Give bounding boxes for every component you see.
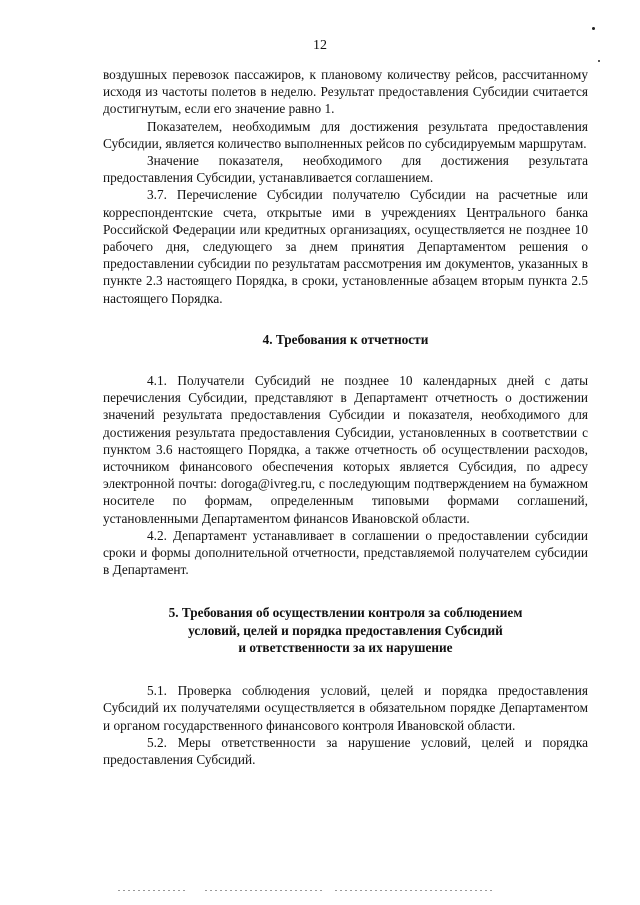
scan-speck <box>598 60 600 62</box>
section-4-heading: 4. Требования к отчетности <box>262 331 429 347</box>
paragraph-5-1: 5.1. Проверка соблюдения условий, целей и порядка предоставления Субсидий их получателями осуществляется в обязательном порядке Департаментом и органом государственного финансового контроля Ивановской области. <box>103 683 588 733</box>
section-5-heading-line: условий, целей и порядка предоставления Субсидий <box>188 622 503 638</box>
scan-artifact <box>118 890 188 891</box>
document-body <box>103 66 588 768</box>
paragraph-indicator-value: Значение показателя, необходимого для достижения результата предоставления Субсидии, устанавливается соглашением. <box>103 153 588 186</box>
paragraph-continuation: воздушных перевозок пассажиров, к плановому количеству рейсов, рассчитанному исходя из частоты полетов в неделю. Результат предоставления Субсидии считается достигнутым, если его значение равно 1. <box>103 67 588 117</box>
section-5-heading <box>103 604 588 656</box>
paragraph-4-2: 4.2. Департамент устанавливает в соглашении о предоставлении субсидии сроки и формы дополнительной отчетности, представляемой получателем субсидии в Департамент. <box>103 527 588 578</box>
paragraph-4-1: 4.1. Получатели Субсидий не позднее 10 календарных дней с даты перечисления Субсидии, представляют в Департамент отчетность о достижении значений результата предоставления Субсидии и показателя, необходимого для достижения результата предоставления Субсидии, установленных в соответствии с пунктом 3.6 настоящего Порядка, а также отчетность об осуществлении расходов, источником финансового обеспечения которых является Субсидия, по адресу электронной почты: doroga@ivreg.ru, с последующим подтверждением на бумажном носителе по формам, определенным типовыми формами соглашений, установленными Департаментом финансов Ивановской области. <box>103 373 588 526</box>
section-5-heading-line: и ответственности за их нарушение <box>238 639 453 655</box>
scan-artifact <box>335 890 495 891</box>
section-5-heading-line: 5. Требования об осуществлении контроля за соблюдением <box>168 605 523 621</box>
paragraph-3-7: 3.7. Перечисление Субсидии получателю Субсидии на расчетные или корреспондентские счета, открытые ими в учреждениях Центрального банка Российской Федерации или кредитных организациях, осуществляется не позднее 10 рабочего дня, следующего за днем принятия Департаментом решения о предоставлении субсидии по результатам рассмотрения им документов, указанных в пункте 2.3 настоящего Порядка, в сроки, установленные абзацем вторым пункта 2.5 настоящего Порядка. <box>103 187 588 306</box>
paragraph-indicator: Показателем, необходимым для достижения результата предоставления Субсидии, является количество выполненных рейсов по субсидируемым маршрутам. <box>103 118 588 151</box>
page-number: 12 <box>313 38 327 53</box>
scan-speck <box>592 27 595 30</box>
scan-artifact <box>205 890 325 891</box>
paragraph-5-2: 5.2. Меры ответственности за нарушение условий, целей и порядка предоставления Субсидий. <box>103 734 588 767</box>
